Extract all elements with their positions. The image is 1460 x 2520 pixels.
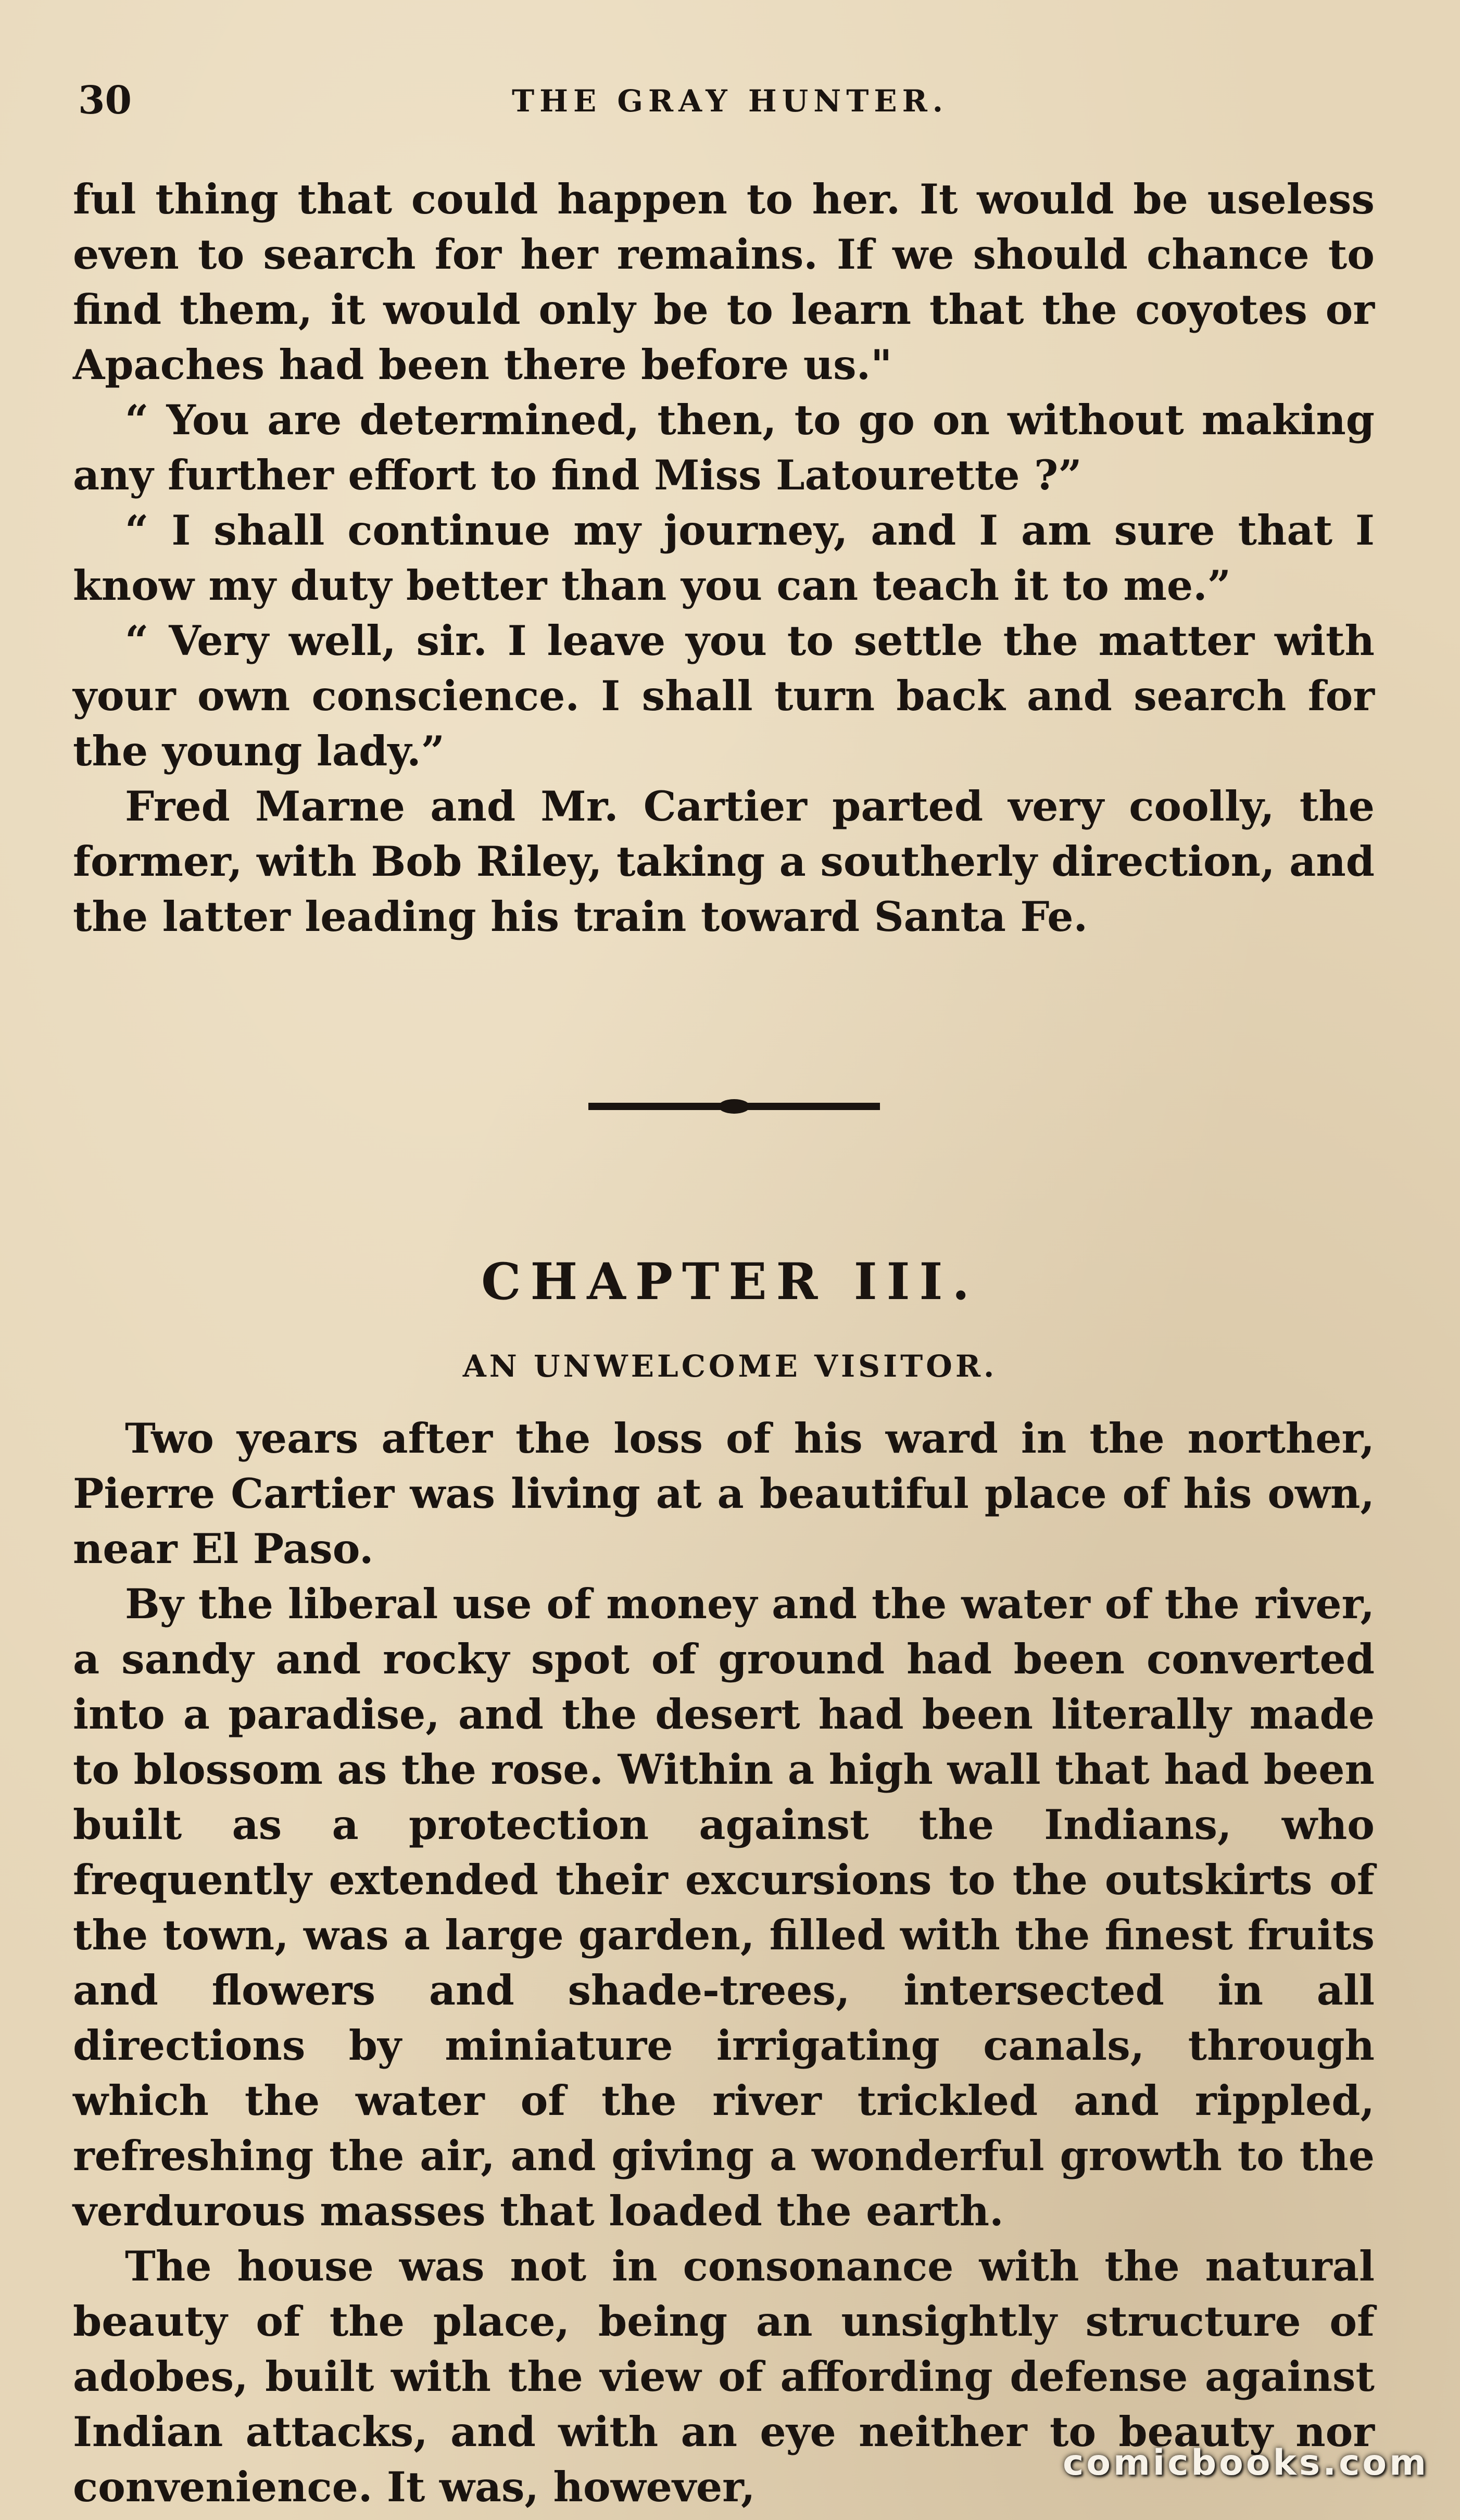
paragraph: “ I shall continue my journey, and I am sure that I know my duty better than you can teach it to me.”	[73, 506, 1375, 610]
paragraph: The house was not in consonance with the natural beauty of the place, being an unsightly structure of adobes, built with the view of affording defense against Indian attacks, and with an eye neither to beauty nor convenience. It was, however,	[73, 2242, 1375, 2511]
paragraph: “ Very well, sir. I leave you to settle the matter with your own conscience. I shall turn back and search for the young lady.”	[73, 616, 1375, 775]
section-one-text	[73, 172, 1375, 944]
page-number: 30	[78, 78, 132, 123]
watermark: comicbooks.com	[1062, 2442, 1429, 2484]
chapter-subtitle: AN UNWELCOME VISITOR.	[462, 1349, 998, 1384]
paragraph: “ You are determined, then, to go on without making any further effort to find Miss Latourette ?”	[73, 396, 1375, 499]
paragraph: Two years after the loss of his ward in the norther, Pierre Cartier was living at a beautiful place of his own, near El Paso.	[73, 1414, 1375, 1573]
paragraph: By the liberal use of money and the water of the river, a sandy and rocky spot of ground had been converted into a paradise, and the desert had been literally made to blossom as the rose. Within a high wall that had been built as a protection against the Indians, who frequently extended their excursions to the outskirts of the town, was a large garden, filled with the finest fruits and flowers and shade-trees, intersected in all directions by miniature irrigating canals, through which the water of the river trickled and rippled, refreshing the air, and giving a wonderful growth to the verdurous masses that loaded the earth.	[73, 1580, 1375, 2235]
paragraph: ful thing that could happen to her. It would be useless even to search for her remains. If we should chance to find them, it would only be to learn that the coyotes or Apaches had been there before us."	[73, 175, 1375, 389]
paragraph: Fred Marne and Mr. Cartier parted very coolly, the former, with Bob Riley, taking a southerly direction, and the latter leading his train toward Santa Fe.	[73, 782, 1375, 941]
section-two-text	[73, 1411, 1375, 2515]
chapter-title: CHAPTER III.	[481, 1252, 979, 1311]
section-divider	[588, 1103, 880, 1110]
running-head: THE GRAY HUNTER.	[512, 83, 948, 119]
